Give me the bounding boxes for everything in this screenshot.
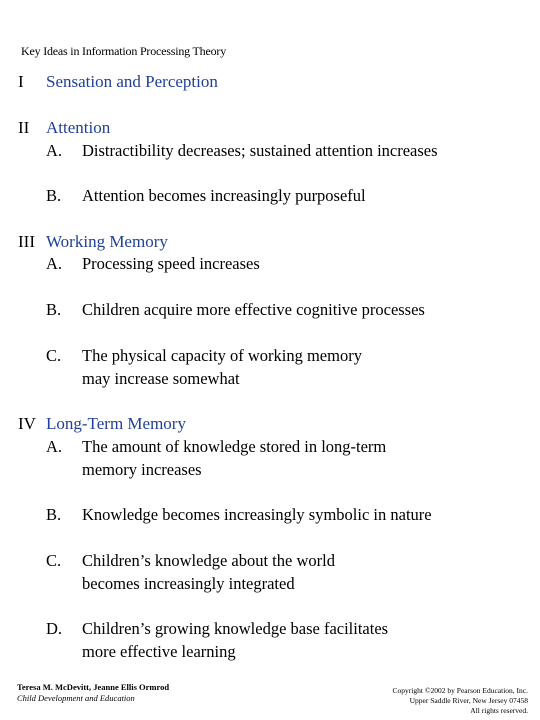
item-text: The amount of knowledge stored in long-term [82, 437, 387, 456]
footer-authors: Teresa M. McDevitt, Jeanne Ellis Ormrod [17, 682, 170, 692]
list-item [46, 504, 432, 527]
item-letter: A. [46, 254, 63, 273]
section-title: Long-Term Memory [46, 414, 186, 433]
item-letter: A. [46, 437, 63, 456]
copyright-line: All rights reserved. [470, 706, 528, 715]
copyright-line: Copyright ©2002 by Pearson Education, Inc. [392, 686, 528, 695]
list-item [46, 185, 366, 208]
slide-title: Key Ideas in Information Processing Theory [21, 44, 226, 58]
item-letter: C. [46, 551, 62, 570]
list-item [46, 550, 335, 595]
item-text: more effective learning [82, 641, 236, 661]
list-item [46, 345, 362, 390]
section-heading [18, 118, 110, 138]
item-text: The physical capacity of working memory [82, 346, 362, 365]
item-text: Children’s growing knowledge base facilitates [82, 619, 389, 638]
section-title: Working Memory [46, 232, 168, 251]
item-letter: D. [46, 619, 63, 638]
item-text: Distractibility decreases; sustained attention increases [82, 141, 438, 160]
item-text: becomes increasingly integrated [82, 573, 295, 593]
list-item [46, 140, 438, 163]
footer-credits [17, 682, 169, 703]
item-text: Knowledge becomes increasingly symbolic in nature [82, 505, 432, 524]
item-letter: A. [46, 141, 63, 160]
item-text: memory increases [82, 459, 202, 479]
section-numeral: I [18, 72, 24, 91]
item-text: may increase somewhat [82, 368, 240, 388]
section-title: Sensation and Perception [46, 72, 218, 91]
item-text: Processing speed increases [82, 254, 260, 273]
list-item [46, 253, 260, 276]
section-numeral: III [18, 232, 35, 251]
item-letter: B. [46, 300, 62, 319]
item-text: Children’s knowledge about the world [82, 551, 335, 570]
item-letter: B. [46, 505, 62, 524]
item-text: Attention becomes increasingly purposeful [82, 186, 366, 205]
item-text: Children acquire more effective cognitive processes [82, 300, 425, 319]
list-item [46, 299, 425, 322]
section-heading [18, 72, 218, 92]
section-heading [18, 232, 168, 252]
footer-book-title: Child Development and Education [17, 692, 135, 703]
item-letter: C. [46, 346, 62, 365]
section-heading [18, 414, 186, 434]
footer-copyright [393, 686, 528, 716]
section-title: Attention [46, 118, 111, 137]
section-numeral: II [18, 118, 30, 137]
section-numeral: IV [18, 414, 36, 433]
item-letter: B. [46, 186, 62, 205]
list-item [46, 436, 386, 481]
copyright-line: Upper Saddle River, New Jersey 07458 [409, 696, 528, 705]
list-item [46, 618, 388, 663]
